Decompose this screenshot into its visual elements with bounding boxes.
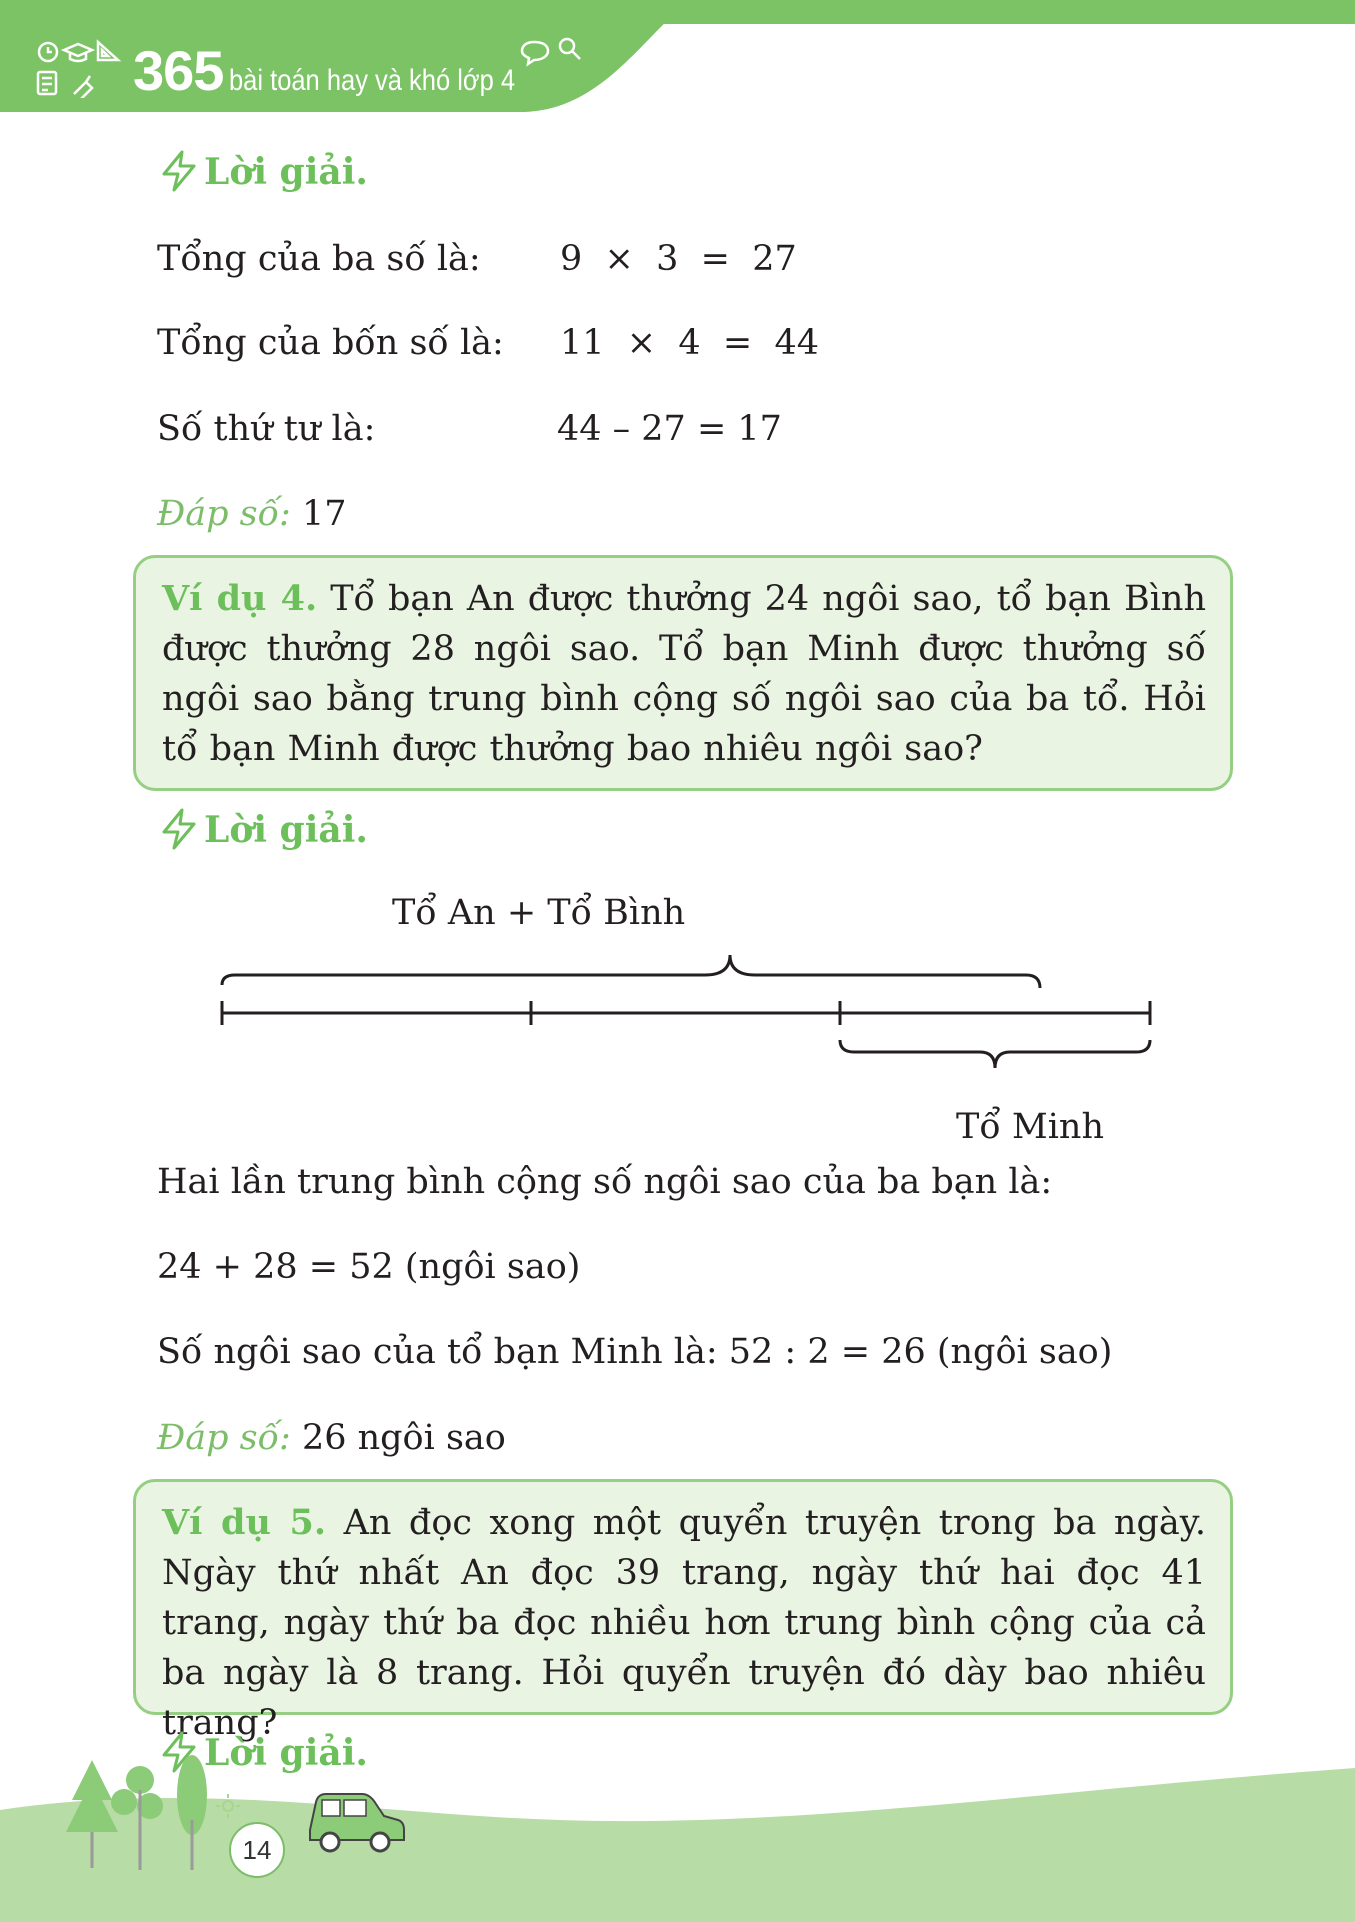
lightning-icon (160, 150, 198, 192)
solution-line-3: Số ngôi sao của tổ bạn Minh là: 52 : 2 = 26 (ngôi sao) (157, 1332, 1113, 1372)
graduation-cap-icon (64, 44, 92, 61)
example-4-text: Tổ bạn An được thưởng 24 ngôi sao, tổ bạn Bình được thưởng 28 ngôi sao. Tổ bạn Minh được thưởng số ngôi sao bằng trung bình cộng số ngôi sao của ba tổ. Hỏi tổ bạn Minh được thưởng bao nhiêu ngôi sao? (162, 579, 1206, 769)
lightning-icon (160, 808, 198, 850)
header-deco-icons (520, 36, 592, 76)
top-brace (222, 955, 1040, 988)
pencil-icon (74, 76, 92, 98)
diagram-top-label: Tổ An + Tổ Bình (392, 893, 686, 933)
answer-label: Đáp số: (157, 494, 291, 534)
sum-four-label: Tổng của bốn số là: (157, 323, 504, 363)
fourth-number-label: Số thứ tư là: (157, 409, 376, 449)
answer-label: Đáp số: (157, 1418, 291, 1458)
fourth-number-expr: 44 – 27 = 17 (557, 409, 782, 449)
solution-line-1: Hai lần trung bình cộng số ngôi sao của ba bạn là: (157, 1162, 1053, 1202)
bottom-brace (840, 1040, 1160, 1052)
solution-heading-1 (160, 150, 368, 192)
answer-value: 17 (290, 494, 347, 534)
example-4-label: Ví dụ 4. (162, 578, 318, 619)
solution-label: Lời giải. (204, 151, 368, 193)
solution-line-2: 24 + 28 = 52 (ngôi sao) (157, 1247, 581, 1287)
example-5-text: An đọc xong một quyển truyện trong ba ngày. Ngày thứ nhất An đọc 39 trang, ngày thứ hai đọc 41 trang, ngày thứ ba đọc nhiều hơn trung bình cộng của cả ba ngày là 8 trang. Hỏi quyển truyện đó dày bao nhiêu trang? (162, 1503, 1206, 1743)
example-5-label: Ví dụ 5. (162, 1502, 327, 1543)
answer-value: 26 ngôi sao (290, 1418, 506, 1458)
magnifier-icon (560, 39, 574, 53)
example-4-box (133, 555, 1233, 791)
solution-heading-2 (160, 808, 368, 850)
school-icons (34, 38, 126, 102)
title-text: bài toán hay và khó lớp 4 (229, 64, 516, 97)
sum-three-expr: 9 × 3 = 27 (560, 239, 797, 279)
example-5-box (133, 1479, 1233, 1743)
answer-1 (157, 494, 347, 534)
sum-four-expr: 11 × 4 = 44 (560, 323, 819, 363)
title-number: 365 (133, 39, 224, 102)
solution-label: Lời giải. (204, 1732, 368, 1774)
sum-three-label: Tổng của ba số là: (157, 239, 481, 279)
answer-2 (157, 1418, 506, 1458)
solution-label: Lời giải. (204, 809, 368, 851)
book-title (133, 38, 566, 103)
footer-landscape (0, 1740, 1355, 1922)
diagram-bottom-label: Tổ Minh (956, 1107, 1104, 1147)
speech-bubble-icon (522, 42, 548, 64)
page-number: 14 (229, 1822, 285, 1878)
ruler-triangle-icon (98, 42, 118, 60)
